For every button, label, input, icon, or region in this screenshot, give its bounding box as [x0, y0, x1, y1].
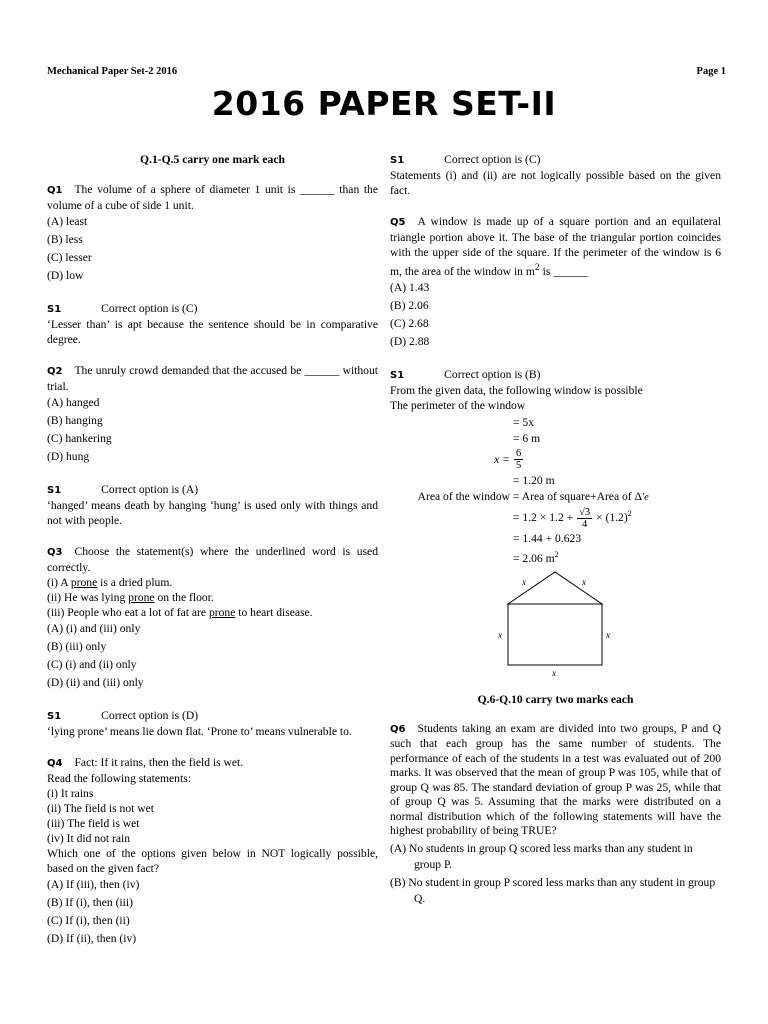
- option: (C) (i) and (ii) only: [47, 658, 137, 671]
- solution-label: S1: [390, 155, 405, 166]
- header-doc-name: Mechanical Paper Set-2 2016: [47, 66, 178, 77]
- solution-text: ‘lying prone’ means lie down flat. ‘Prone to’ means vulnerable to.: [47, 725, 352, 738]
- option: (D) hung: [47, 450, 90, 463]
- section-heading-two-mark: Q.6-Q.10 carry two marks each: [477, 692, 634, 706]
- option: (A) No students in group Q scored less marks than any student in group P.: [390, 841, 693, 871]
- option: (B) No student in group P scored less marks than any student in group Q.: [390, 875, 716, 905]
- question-1: [47, 182, 378, 285]
- statement: (iv) It did not rain: [47, 832, 131, 845]
- question-label: Q3: [47, 547, 63, 558]
- question-label: Q1: [47, 185, 63, 196]
- window-figure: [390, 570, 721, 678]
- fraction: $\frac{6}{5}$: [516, 448, 522, 472]
- option: (C) 2.68: [390, 316, 429, 330]
- question-label: Q5: [390, 217, 406, 228]
- solution-4: [390, 152, 721, 198]
- window-square: [508, 604, 602, 665]
- statement: (iii) People who eat a lot of fat are prone to heart disease.: [47, 606, 313, 619]
- derivation-lhs: x =: [494, 453, 510, 467]
- solution-text: Statements (i) and (ii) are not logically possible based on the given fact.: [390, 169, 721, 197]
- side-label: x: [498, 629, 502, 640]
- solution-label: S1: [47, 485, 62, 496]
- solution-5: [390, 367, 721, 678]
- question-text: The volume of a sphere of diameter 1 unit is ______ than the volume of a cube of side 1 unit.: [47, 183, 378, 212]
- underlined-word: prone: [128, 591, 155, 604]
- correct-option: Correct option is (D): [101, 709, 199, 722]
- solution-text: From the given data, the following window is possible: [390, 383, 643, 397]
- option: (A) least: [47, 215, 88, 228]
- question-text: The unruly crowd demanded that the accused be ______ without trial.: [47, 364, 378, 393]
- left-column: [47, 152, 378, 964]
- statement: Read the following statements:: [47, 772, 191, 785]
- question-text: A window is made up of a square portion and an equilateral triangle portion above it. The base of the triangular portion coincides with the upper side of the square. If the perimeter of the window is 6 m, the area of the window in m: [390, 215, 721, 278]
- side-label: x: [582, 576, 586, 587]
- question-text: Students taking an exam are divided into two groups, P and Q such that each group has the same number of students. The performance of each of the students in a test was evaluated out of 200 marks. It was observed that the mean of group P was 105, while that of group Q was 85. The standard deviation of group P was 25, while that of group Q was 5. Assuming that the marks were distributed on a normal distribution which of the following statements will have the highest probability of being TRUE?: [390, 721, 721, 838]
- option: (B) (iii) only: [47, 640, 107, 653]
- statement: (ii) He was lying prone on the floor.: [47, 591, 214, 604]
- correct-option: Correct option is (A): [101, 483, 199, 496]
- solution-label: S1: [47, 711, 62, 722]
- solution-2: [47, 482, 378, 528]
- question-5: [390, 214, 721, 351]
- question-label: Q4: [47, 758, 63, 769]
- question-3: [47, 544, 378, 692]
- option: (C) lesser: [47, 251, 92, 264]
- option: (B) 2.06: [390, 298, 429, 312]
- option: (A) hanged: [47, 396, 100, 409]
- derivation-step: = 1.44 + 0.623: [513, 532, 582, 546]
- question-text: Choose the statement(s) where the underlined word is used correctly.: [47, 545, 378, 574]
- option: (B) hanging: [47, 414, 103, 427]
- solution-text: ‘Lesser than’ is apt because the sentence should be in comparative degree.: [47, 318, 378, 346]
- question-text-tail: is ______: [539, 264, 589, 278]
- option: (C) If (i), then (ii): [47, 914, 130, 927]
- correct-option: Correct option is (C): [444, 153, 541, 166]
- derivation-step: = 1.20 m: [513, 474, 555, 488]
- fraction: $\frac{√3}{4}$: [579, 506, 591, 530]
- page-title: 2016 PAPER SET-II: [211, 84, 557, 123]
- correct-option: Correct option is (B): [444, 367, 541, 381]
- question-prompt: Which one of the options given below in NOT logically possible, based on the given fact?: [47, 847, 378, 875]
- side-label: x: [522, 576, 526, 587]
- correct-option: Correct option is (C): [101, 302, 198, 315]
- option: (A) If (iii), then (iv): [47, 878, 140, 891]
- question-label: Q2: [47, 366, 63, 377]
- underlined-word: prone: [70, 576, 98, 589]
- statement: (i) A prone is a dried plum.: [47, 576, 173, 589]
- option: (B) less: [47, 233, 83, 246]
- question-6: [390, 722, 721, 907]
- solution-1: [47, 301, 378, 347]
- solution-label: S1: [47, 304, 62, 315]
- statement: (ii) The field is not wet: [47, 802, 155, 815]
- underlined-word: prone: [208, 606, 236, 619]
- option: (B) If (i), then (iii): [47, 896, 133, 909]
- superscript: 2: [534, 262, 540, 273]
- solution-label: S1: [390, 369, 405, 381]
- option: (D) 2.88: [390, 334, 430, 348]
- statement: (i) It rains: [47, 787, 94, 800]
- question-label: Q6: [390, 723, 406, 735]
- option: (D) If (ii), then (iv): [47, 932, 137, 945]
- solution-3: [47, 708, 378, 739]
- option: (A) (i) and (iii) only: [47, 622, 141, 635]
- side-label: x: [606, 629, 610, 640]
- option: (A) 1.43: [390, 280, 430, 294]
- derivation-step: = Area of square+Area of Δ′e: [513, 489, 649, 503]
- header-page-number: Page 1: [696, 66, 726, 77]
- question-4: [47, 755, 378, 948]
- option: (C) hankering: [47, 432, 112, 445]
- question-text: Fact: If it rains, then the field is wet.: [74, 756, 244, 769]
- option: (D) low: [47, 269, 84, 282]
- derivation-step: = 5x: [513, 416, 535, 430]
- derivation: [390, 415, 721, 566]
- right-column: [390, 152, 721, 923]
- solution-text: The perimeter of the window: [390, 398, 526, 412]
- question-2: [47, 363, 378, 466]
- section-heading-one-mark: Q.1-Q.5 carry one mark each: [140, 153, 285, 166]
- side-label: x: [552, 667, 556, 678]
- option: (D) (ii) and (iii) only: [47, 676, 144, 689]
- solution-text: ‘hanged’ means death by hanging ‘hung’ is used only with things and not with people.: [47, 499, 378, 527]
- derivation-step: = 2.06 $m^2$: [513, 549, 559, 565]
- derivation-lhs: Area of the window: [417, 490, 510, 504]
- statement: (iii) The field is wet: [47, 817, 140, 830]
- derivation-step: = 6 m: [513, 432, 541, 446]
- derivation-step: = 1.2 × 1.2 + $\frac{√3}{4}$ × $(1.2)^2$: [513, 506, 632, 530]
